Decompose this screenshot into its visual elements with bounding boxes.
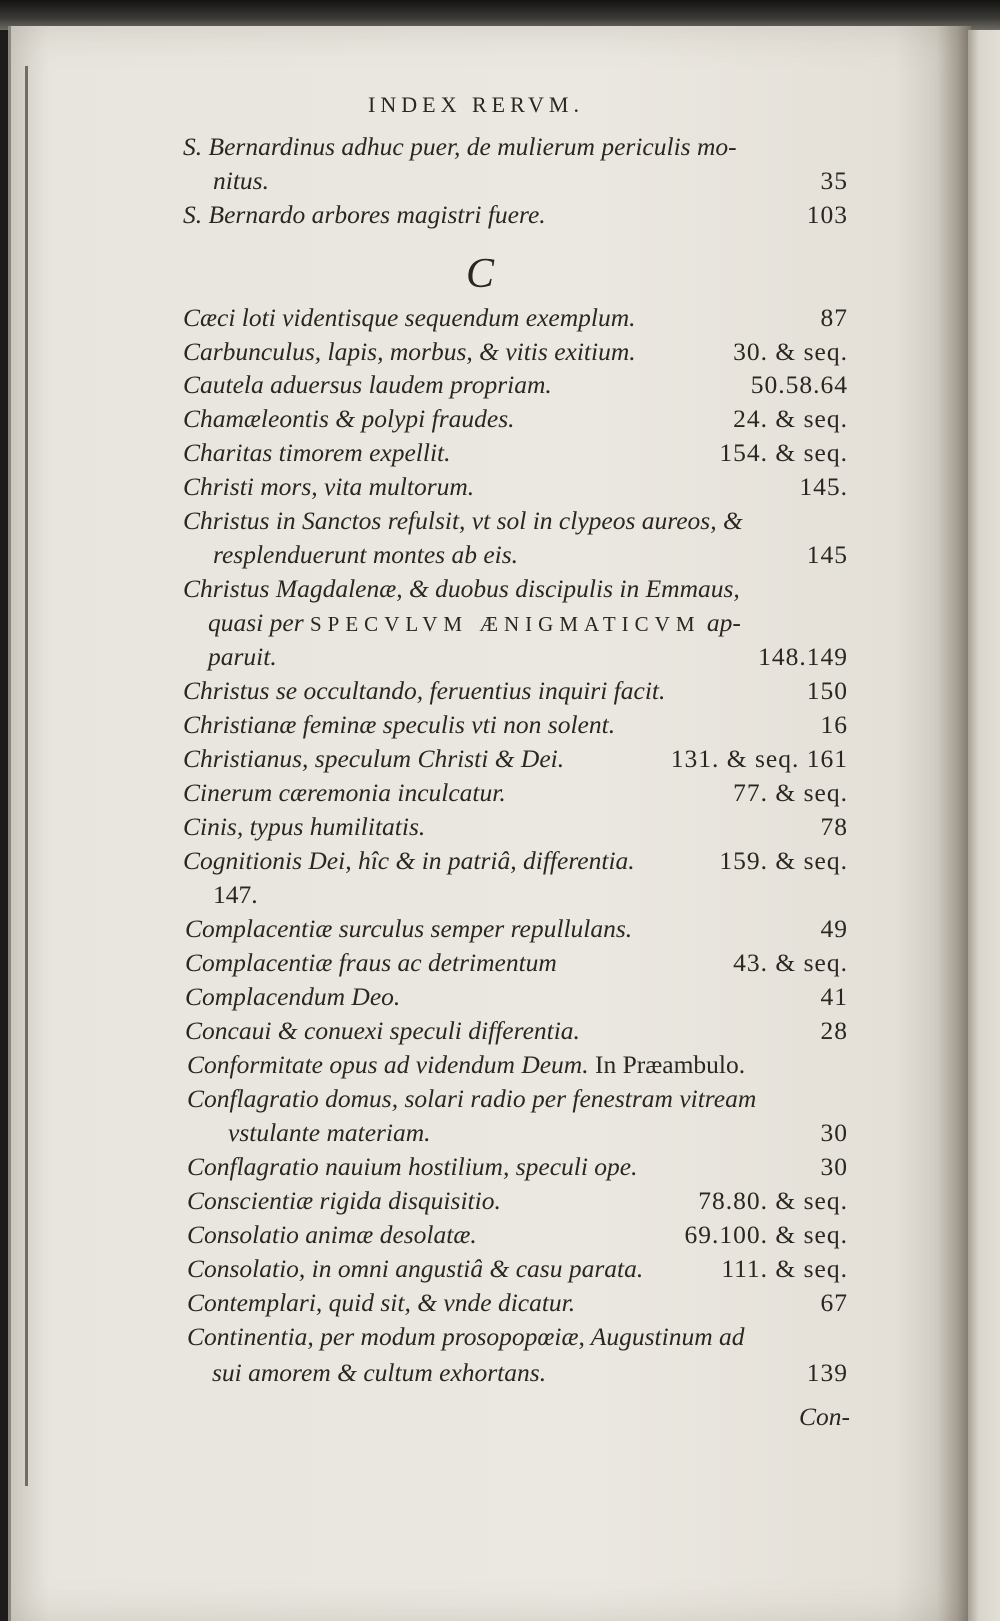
- index-entry: Cinis, typus humilitatis. 78: [183, 812, 848, 841]
- index-entry: Conscientiæ rigida disquisitio. 78.80. & seq.: [187, 1186, 848, 1215]
- index-entry: Christus Magdalenæ, & duobus discipulis in Emmaus,: [183, 574, 740, 603]
- entry-smallcaps: SPECVLVM ÆNIGMATICVM: [310, 612, 701, 636]
- index-entry: sui amorem & cultum exhortans. 139: [212, 1358, 848, 1387]
- entry-text: ap-: [706, 608, 741, 637]
- index-entry: [0, 1050, 1000, 1084]
- index-entry: Christus in Sanctos refulsit, vt sol in clypeos aureos, &: [183, 506, 743, 535]
- entry-text: quasi per: [208, 608, 304, 637]
- index-entry: Christus se occultando, feruentius inquiri facit. 150: [183, 676, 848, 705]
- index-entry: Christi mors, vita multorum. 145.: [183, 472, 848, 501]
- index-entry: 147.: [213, 880, 258, 909]
- index-entry: Conflagratio nauium hostilium, speculi ope. 30: [187, 1152, 848, 1181]
- index-entry: Cognitionis Dei, hîc & in patriâ, differentia. 159. & seq.: [183, 846, 848, 875]
- index-entry: Consolatio, in omni angustiâ & casu parata. 111. & seq.: [187, 1254, 848, 1283]
- index-entry: Continentia, per modum prosopopœiæ, Augustinum ad: [187, 1322, 745, 1351]
- index-entry: Carbunculus, lapis, morbus, & vitis exitium. 30. & seq.: [183, 337, 848, 366]
- index-entry: Contemplari, quid sit, & vnde dicatur. 67: [187, 1288, 848, 1317]
- catchword: Con-: [799, 1402, 850, 1431]
- index-entry: Christianus, speculum Christi & Dei. 131. & seq. 161: [183, 744, 848, 773]
- index-entry: Complacendum Deo. 41: [185, 982, 848, 1011]
- index-entry: Cinerum cæremonia inculcatur. 77. & seq.: [183, 778, 848, 807]
- section-letter: C: [466, 251, 495, 297]
- index-entry: S. Bernardinus adhuc puer, de mulierum periculis mo-: [183, 132, 737, 161]
- index-entry: Consolatio animæ desolatæ. 69.100. & seq.: [187, 1220, 848, 1249]
- entry-text: Conformitate opus ad videndum Deum.: [187, 1050, 589, 1079]
- index-entry: paruit. 148.149: [208, 642, 848, 671]
- index-entry: nitus. 35: [213, 166, 848, 195]
- running-title: INDEX RERVM.: [368, 92, 584, 117]
- index-entry: Complacentiæ fraus ac detrimentum 43. & seq.: [185, 948, 848, 977]
- index-entry: [0, 608, 1000, 642]
- index-entry: Chamæleontis & polypi fraudes. 24. & seq.: [183, 404, 848, 433]
- index-entry: resplenduerunt montes ab eis. 145: [213, 540, 848, 569]
- index-entry: Charitas timorem expellit. 154. & seq.: [183, 438, 848, 467]
- index-entry: Cæci loti videntisque sequendum exemplum. 87: [183, 303, 848, 332]
- index-entry: Complacentiæ surculus semper repullulans. 49: [185, 914, 848, 943]
- index-entry: vstulante materiam. 30: [228, 1118, 848, 1147]
- index-entry: S. Bernardo arbores magistri fuere. 103: [183, 200, 848, 229]
- index-entry: Christianæ feminæ speculis vti non solent. 16: [183, 710, 848, 739]
- index-entry: Conflagratio domus, solari radio per fenestram vitream: [187, 1084, 757, 1113]
- index-entry: Concaui & conuexi speculi differentia. 28: [185, 1016, 848, 1045]
- index-entry: Cautela aduersus laudem propriam. 50.58.64: [183, 370, 848, 399]
- entry-reference: In Præambulo.: [594, 1050, 746, 1079]
